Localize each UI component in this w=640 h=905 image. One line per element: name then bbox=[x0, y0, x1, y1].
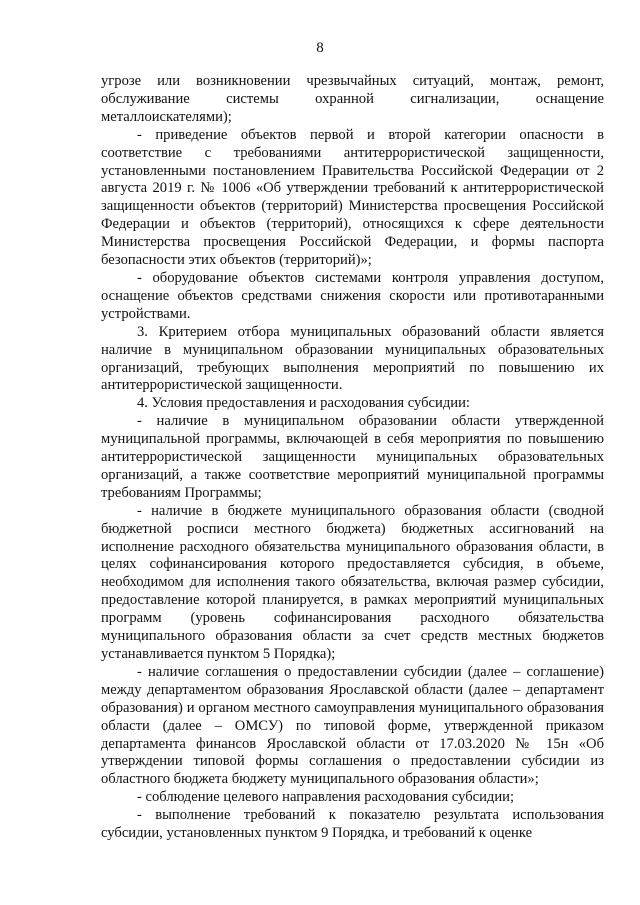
paragraph: - наличие в муниципальном образовании области утвержденной муниципальной программы, включающей в себя мероприятия по повышению антитеррористической защищенности муниципальных образовательных организаций, а также соответствие мероприятий муниципальной программы требованиям Программы; bbox=[101, 413, 604, 501]
paragraph: - наличие в бюджете муниципального образования области (сводной бюджетной росписи местного бюджета) бюджетных ассигнований на исполнение расходного обязательства муниципального образования области, в целях софинансирования которого предоставляется субсидия, в объеме, необходимом для исполнения такого обязательства, включая размер субсидии, предоставление которой планируется, в рамках мероприятий муниципальных программ (уровень софинансирования расходного обязательства муниципального образования области за счет средств местных бюджетов устанавливается пунктом 5 Порядка); bbox=[101, 502, 604, 662]
page-number: 8 bbox=[316, 40, 324, 56]
paragraph: 4. Условия предоставления и расходования субсидии: bbox=[137, 395, 470, 412]
paragraph: - оборудование объектов системами контроля управления доступом, оснащение объектов средствами снижения скорости или противотаранными устройствами. bbox=[101, 269, 604, 322]
paragraph: 3. Критерием отбора муниципальных образований области является наличие в муниципальном образовании муниципальных образовательных организаций, требующих выполнения мероприятий по повышению их антитеррористической защищенности. bbox=[101, 323, 604, 394]
paragraph: - выполнение требований к показателю результата использования субсидии, установленных пунктом 9 Порядка, и требований к оценке bbox=[101, 807, 604, 842]
paragraph: - приведение объектов первой и второй категории опасности в соответствие с требованиями антитеррористической защищенности, установленными постановлением Правительства Российской Федерации от 2 августа 2019 г. № 1006 «Об утверждении требований к антитеррористической защищенности объектов (территорий) Министерства просвещения Российской Федерации и объектов (территорий), относящихся к сфере деятельности Министерства просвещения Российской Федерации, и формы паспорта безопасности этих объектов (территорий)»; bbox=[101, 126, 604, 269]
paragraph: - наличие соглашения о предоставлении субсидии (далее – соглашение) между департаментом образования Ярославской области (далее – департамент образования) и органом местного самоуправления муниципального образования области (далее – ОМСУ) по типовой форме, утвержденной приказом департамента финансов Ярославской области от 17.03.2020 № 15н «Об утверждении типовой формы соглашения о предоставлении субсидии из областного бюджета бюджету муниципального образования области»; bbox=[101, 663, 604, 788]
document-body bbox=[101, 73, 604, 843]
paragraph-continuation: угрозе или возникновении чрезвычайных ситуаций, монтаж, ремонт, обслуживание системы охранной сигнализации, оснащение металлоискателями); bbox=[101, 73, 604, 125]
paragraph: - соблюдение целевого направления расходования субсидии; bbox=[137, 789, 515, 806]
